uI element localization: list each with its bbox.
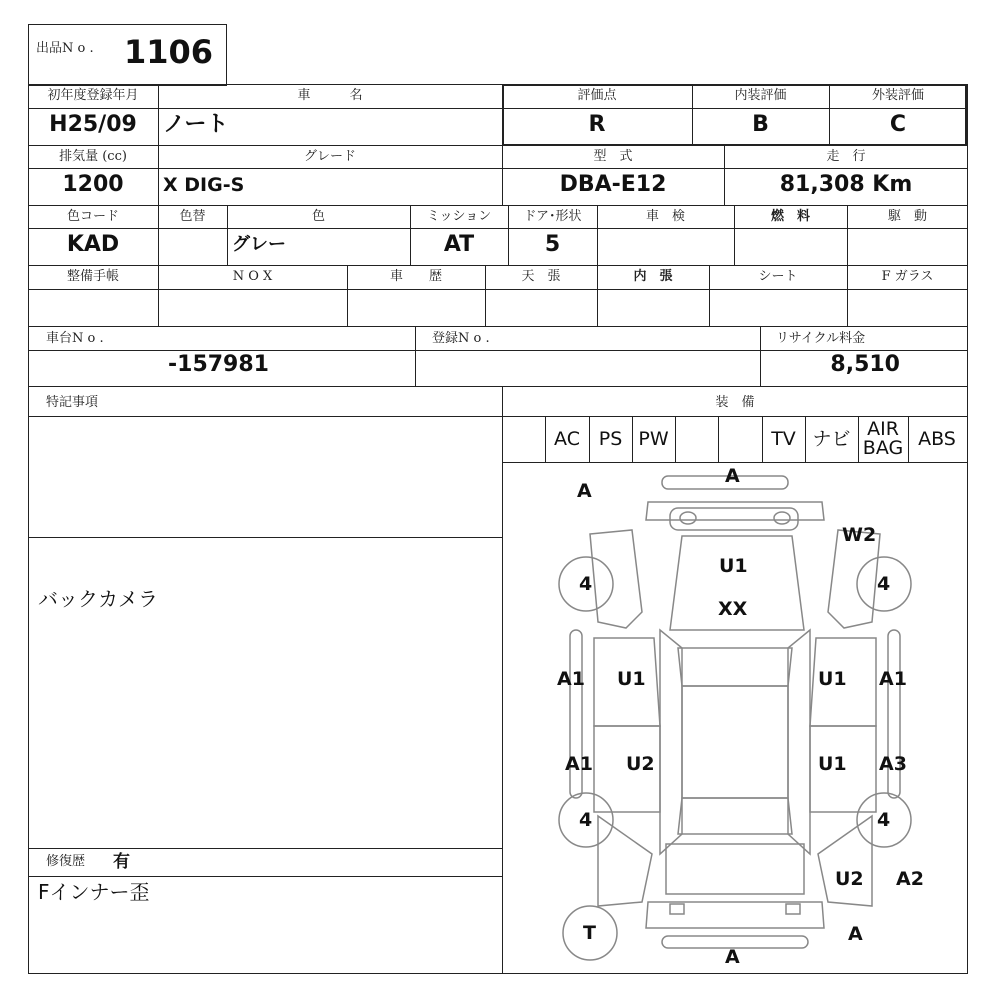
seat-label: シート xyxy=(758,269,798,284)
front-glass-label: F ガラス xyxy=(881,269,934,284)
tire-front-left-grade: 4 xyxy=(579,573,593,595)
car-damage-diagram xyxy=(502,462,968,974)
displacement-label: 排気量 (cc) xyxy=(59,149,127,164)
grille-outline xyxy=(670,508,798,530)
mark-left-front-door-2: U1 xyxy=(617,668,646,690)
nox-label: N O X xyxy=(232,269,273,284)
repair-history-value: 有 xyxy=(113,852,130,872)
car-name-label: 車 名 xyxy=(297,88,363,103)
right-rear-quarter xyxy=(818,816,872,906)
equipment-abs: ABS xyxy=(918,428,956,450)
score-value: R xyxy=(588,112,606,137)
rear-window xyxy=(678,798,792,834)
windshield xyxy=(678,648,792,686)
mark-right-front-door-1: U1 xyxy=(818,668,847,690)
mark-left-front-door-1: A1 xyxy=(557,668,585,690)
exterior-grade-value: C xyxy=(889,112,907,137)
ceiling-label: 天 張 xyxy=(521,269,561,284)
mark-rear-right: A xyxy=(848,923,863,945)
mark-right-quarter-2: A2 xyxy=(896,868,924,890)
repair-history-text: Fインナー歪 xyxy=(38,880,150,904)
score-label: 評価点 xyxy=(577,88,617,103)
mark-rear-bumper: A xyxy=(725,946,740,968)
equipment-pw: PW xyxy=(638,428,669,450)
equipment-ps: PS xyxy=(598,428,623,450)
mark-left-rear-door-2: U2 xyxy=(626,753,655,775)
equipment-navi: ナビ xyxy=(812,428,851,450)
recycle-fee-value: 8,510 xyxy=(830,352,900,377)
mark-front-left: A xyxy=(577,480,592,502)
mark-right-quarter-1: U2 xyxy=(835,868,864,890)
mark-right-fender: W2 xyxy=(842,524,877,546)
color-value: グレー xyxy=(232,234,286,255)
spare-tire-mark: T xyxy=(583,922,596,944)
mileage-label: 走 行 xyxy=(826,149,866,164)
special-notes-text: バックカメラ xyxy=(38,587,158,611)
left-a-pillar xyxy=(660,630,682,854)
inner-lining-label: 内 張 xyxy=(633,269,673,284)
mark-hood-top: U1 xyxy=(719,555,748,577)
rear-hatch xyxy=(666,844,804,894)
inspection-label: 車 検 xyxy=(645,209,685,224)
special-notes-label: 特記事項 xyxy=(46,395,99,410)
left-front-fender xyxy=(590,530,642,628)
chassis-number-label: 車台N o . xyxy=(46,331,104,346)
color-code-label: 色コード xyxy=(66,209,119,224)
equipment-airbag-2: BAG xyxy=(862,437,904,459)
drive-label: 駆 動 xyxy=(887,209,927,224)
equipment-tv: TV xyxy=(771,428,796,450)
tire-front-right-grade: 4 xyxy=(877,573,891,595)
interior-grade-value: B xyxy=(752,112,769,137)
grade-value: X DIG-S xyxy=(163,174,245,196)
right-a-pillar xyxy=(788,630,810,854)
tire-rear-right-grade: 4 xyxy=(877,809,891,831)
vehicle-history-label: 車 歴 xyxy=(389,269,442,284)
fuel-label: 燃 料 xyxy=(770,209,810,224)
equipment-label: 装 備 xyxy=(715,395,755,410)
mileage-value: 81,308 Km xyxy=(779,172,913,197)
mark-left-rear-door-1: A1 xyxy=(565,753,593,775)
mark-hood-bottom: XX xyxy=(718,598,748,620)
rear-bumper-shape xyxy=(646,902,824,928)
color-code-value: KAD xyxy=(66,232,120,257)
roof-outline xyxy=(682,686,788,798)
registration-number-label: 登録N o . xyxy=(432,331,490,346)
mark-front-bumper: A xyxy=(725,465,740,487)
left-rear-quarter xyxy=(598,816,652,906)
repair-history-label: 修復歴 xyxy=(46,854,86,869)
exterior-grade-label: 外装評価 xyxy=(871,88,924,103)
tire-rear-left-grade: 4 xyxy=(579,809,593,831)
car-name-value: ノート xyxy=(163,112,229,137)
equipment-ac: AC xyxy=(554,428,580,450)
listing-number-label: 出品N o . xyxy=(36,41,94,56)
model-label: 型 式 xyxy=(593,149,633,164)
door-shape-value: 5 xyxy=(544,232,561,257)
mark-right-rear-door-2: A3 xyxy=(879,753,907,775)
model-value: DBA-E12 xyxy=(559,172,667,197)
maintenance-record-label: 整備手帳 xyxy=(66,269,119,284)
recycle-fee-label: リサイクル料金 xyxy=(776,331,866,346)
equipment-airbag-1: AIR xyxy=(867,418,899,440)
grade-label: グレード xyxy=(303,149,356,164)
interior-grade-label: 内装評価 xyxy=(734,88,787,103)
color-label: 色 xyxy=(311,209,325,224)
displacement-value: 1200 xyxy=(62,172,124,197)
mission-value: AT xyxy=(443,232,475,257)
door-shape-label: ドア･形状 xyxy=(523,209,582,224)
chassis-number-value: -157981 xyxy=(168,352,269,377)
first-registration-value: H25/09 xyxy=(49,112,137,137)
mark-right-front-door-2: A1 xyxy=(879,668,907,690)
first-registration-label: 初年度登録年月 xyxy=(47,88,139,103)
listing-number-value: 1106 xyxy=(124,33,214,71)
mission-label: ミッション xyxy=(426,209,492,224)
mark-right-rear-door-1: U1 xyxy=(818,753,847,775)
color-change-label: 色替 xyxy=(179,209,206,224)
